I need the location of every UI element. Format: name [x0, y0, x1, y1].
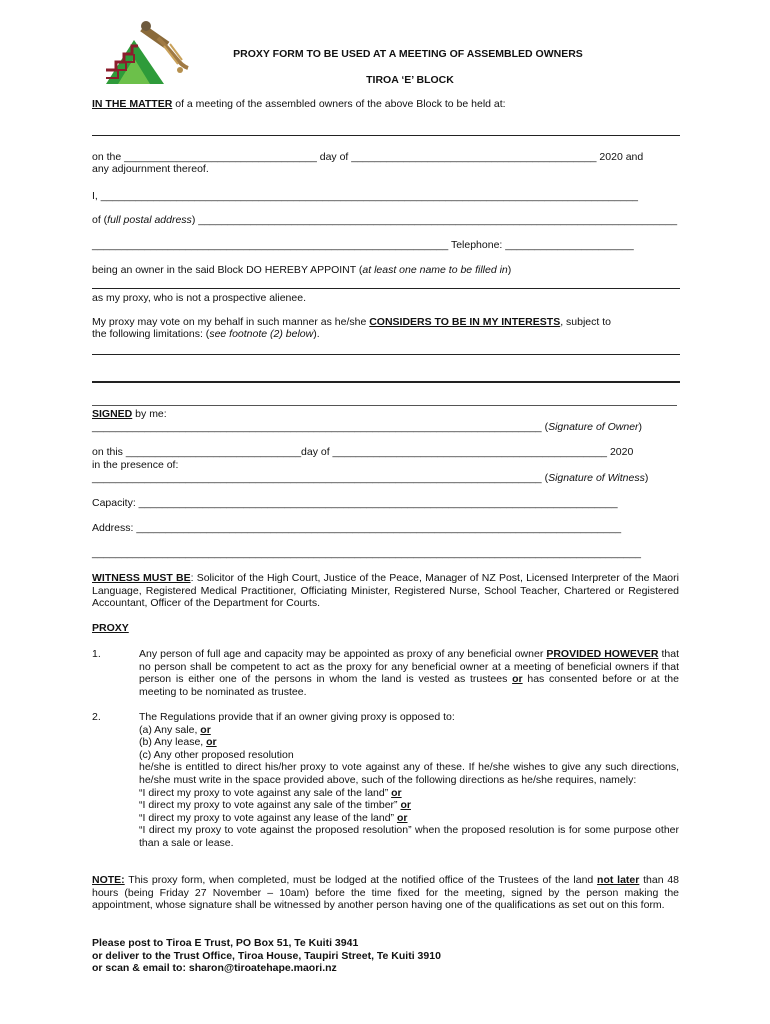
form-title: PROXY FORM TO BE USED AT A MEETING OF ASSEMBLED OWNERS [233, 48, 583, 60]
venue-field[interactable] [92, 135, 680, 136]
owner-name-field[interactable]: I, ____________________________________________________________________________________________ [92, 190, 638, 202]
appoint-line: being an owner in the said Block DO HEREBY APPOINT (at least one name to be filled in) [92, 264, 512, 276]
limitations-field-3[interactable] [92, 405, 677, 406]
postal-address-field[interactable]: of (full postal address) __________________________________________________________________________________ [92, 214, 678, 226]
may-vote-text: My proxy may vote on my behalf in such manner as he/she CONSIDERS TO BE IN MY INTERESTS, subject to the following limitations: (see footnote (2) below). [92, 316, 611, 340]
submission-instructions: Please post to Tiroa E Trust, PO Box 51, Te Kuiti 3941 or deliver to the Trust Office, Tiroa House, Taupiri Street, Te Kuiti 3910 or scan & email to: sharon@tiroatehape.maori.nz [92, 937, 441, 975]
limitations-field-2[interactable] [92, 381, 680, 383]
proxy-condition: as my proxy, who is not a prospective alienee. [92, 292, 306, 304]
owner-signature-field[interactable]: _____________________________________________________________________________ (Signature of Owner) [92, 421, 643, 433]
matter-line: IN THE MATTER of a meeting of the assembled owners of the above Block to be held at: [92, 98, 506, 110]
lodging-note: NOTE: This proxy form, when completed, must be lodged at the notified office of the Trustees of the land not later than 48 hours (being Friday 27 November – 10am) before the time fixed for the meeting, signed by the person making the appointment, whose signature shall be witnessed by another person having one of the qualifications as set out on this form. [92, 874, 679, 912]
telephone-field[interactable]: _____________________________________________________________ Telephone: ______________________ [92, 239, 634, 251]
capacity-field[interactable]: Capacity: __________________________________________________________________________________ [92, 497, 618, 509]
signing-date-field[interactable]: on this ______________________________day of _______________________________________________ 2020 [92, 446, 634, 458]
witness-signature-field[interactable]: _____________________________________________________________________________ (Signature of Witness) [92, 472, 649, 484]
limitations-field-1[interactable] [92, 354, 680, 355]
proxy-heading: PROXY [92, 622, 129, 634]
note-1-text: Any person of full age and capacity may be appointed as proxy of any beneficial owner PROVIDED HOWEVER that no person shall be competent to act as the proxy for any beneficial owner at a meeting of beneficial owners if that person is either one of the persons in whom the land is vested as trustees or has consented before or at the meeting to be nominated as trustee. [139, 648, 680, 698]
note-1-number: 1. [92, 648, 101, 660]
trust-logo [104, 18, 196, 86]
date-field[interactable]: on the _________________________________ day of __________________________________________ 2020 and any adjournment thereof. [92, 151, 644, 175]
proxy-name-field[interactable] [92, 288, 680, 289]
note-2-text: The Regulations provide that if an owner giving proxy is opposed to: (a) Any sale, or (b) Any lease, or (c) Any other proposed resolution he/she is entitled to direct his/her proxy to vote against any of these. If he/she wishes to give any such directions, he/she must write in the space provided above, such of the following directions as he/she requires, namely: “I direct my proxy to vote against any sale of the land” or “I direct my proxy to vote against any sale of the timber” or “I direct my proxy to vote against any lease of the land” or “I direct my proxy to vote against the proposed resolution” when the proposed resolution is for some purpose other than a sale or lease. [139, 711, 679, 849]
block-name: TIROA ‘E’ BLOCK [366, 74, 454, 86]
witness-address-field[interactable]: Address: ___________________________________________________________________________________ [92, 522, 622, 534]
witness-requirements: WITNESS MUST BE: Solicitor of the High Court, Justice of the Peace, Manager of NZ Post, Licensed Interpreter of the Maori Language, Registered Medical Practitioner, Officiating Minister, Registered Nurse, School Teacher, Chartered or Registered Accountant, Officer of the Department for Courts. [92, 572, 679, 610]
signed-label: SIGNED by me: [92, 408, 167, 420]
note-2-number: 2. [92, 711, 101, 723]
presence-label: in the presence of: [92, 459, 179, 471]
witness-address-field-2[interactable]: ______________________________________________________________________________________________ [92, 547, 641, 559]
